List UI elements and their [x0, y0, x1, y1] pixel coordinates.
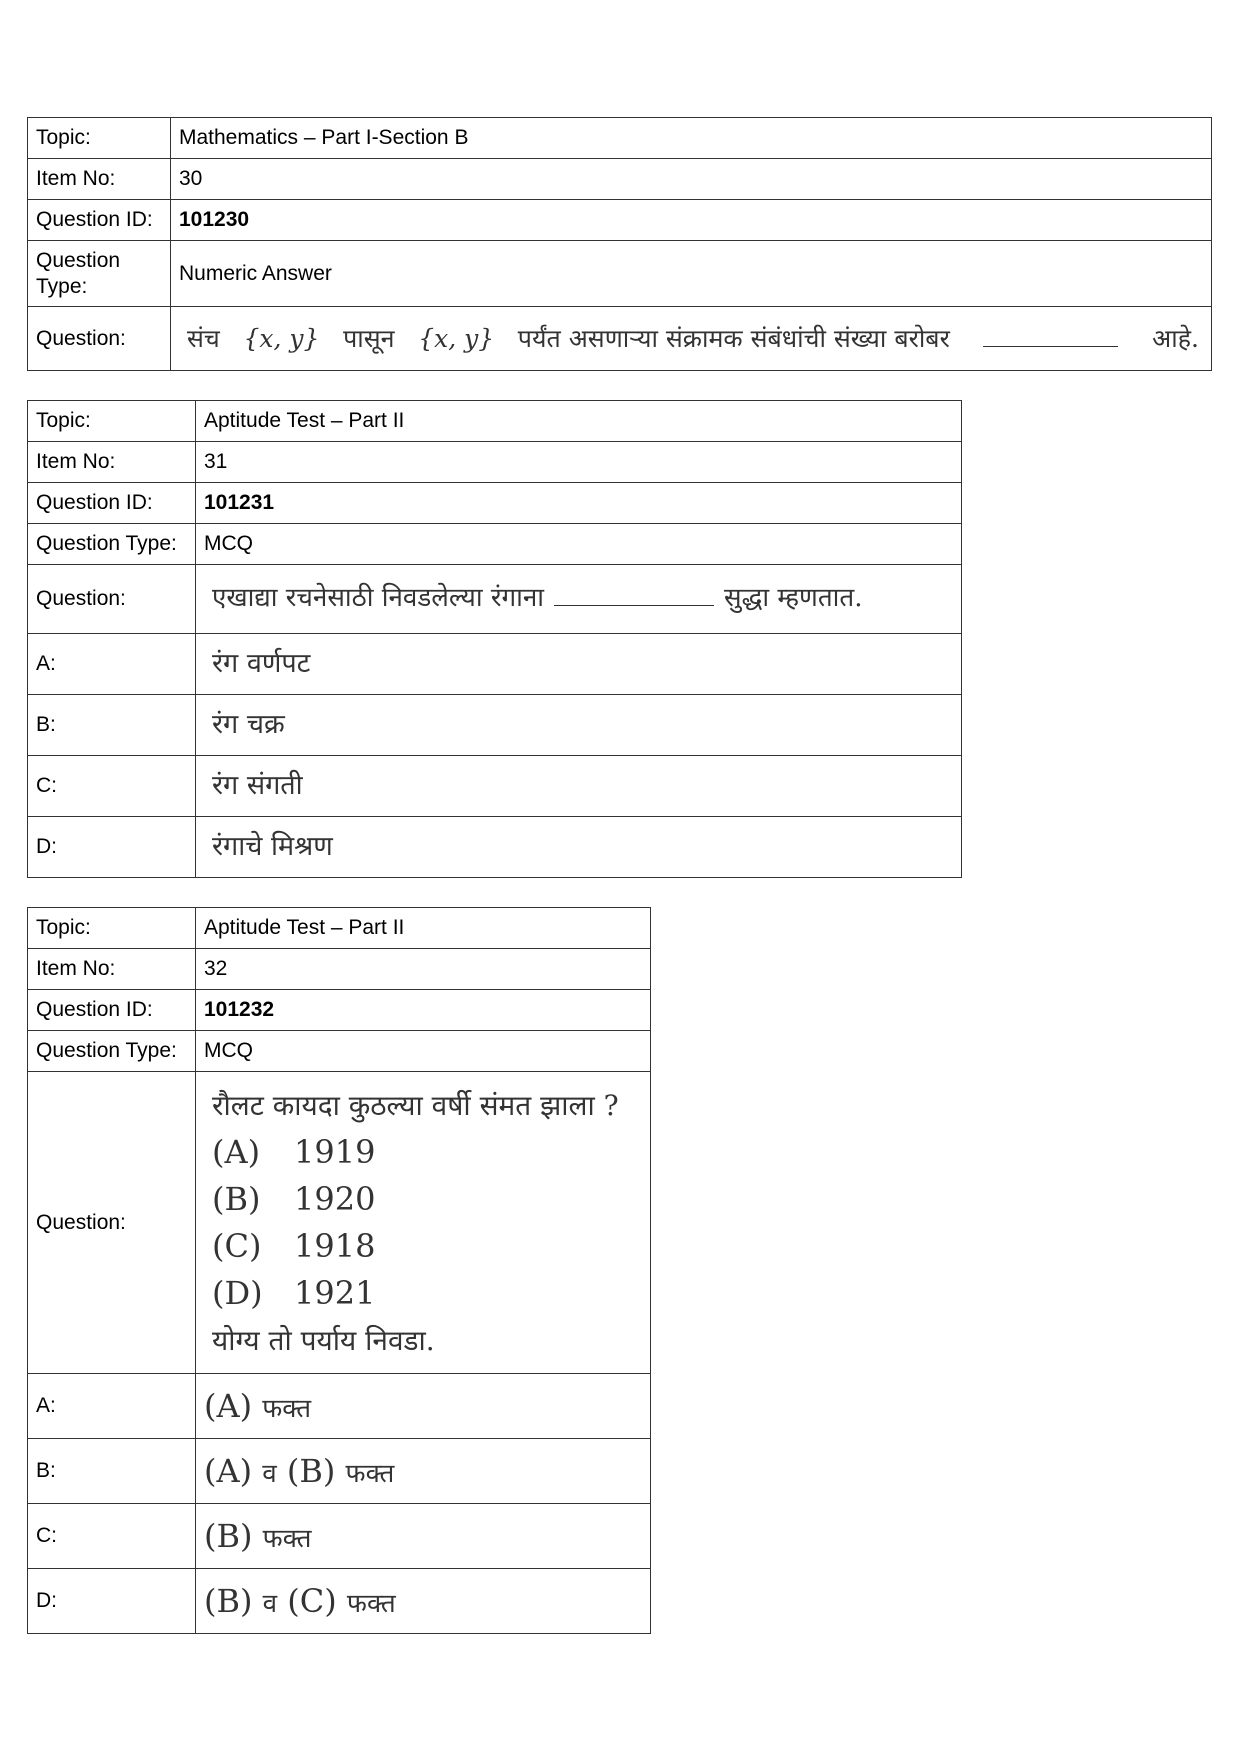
option-c-label: C:	[28, 1504, 196, 1569]
question-text-part1: संच	[187, 323, 220, 353]
option-c	[196, 756, 962, 817]
topic-value: Aptitude Test – Part II	[196, 908, 651, 949]
option-d-mid: व	[262, 1588, 278, 1619]
option-d-label: D:	[28, 1569, 196, 1634]
question-id-value: 101232	[196, 990, 651, 1031]
choice-row	[212, 1223, 642, 1270]
answer-blank	[554, 605, 714, 606]
option-d	[196, 817, 962, 878]
question-type-value: MCQ	[196, 1031, 651, 1072]
choice-row	[212, 1270, 642, 1317]
option-a	[196, 634, 962, 695]
question-label: Question:	[28, 565, 196, 634]
item-no-value: 32	[196, 949, 651, 990]
option-a-word: फक्त	[262, 1393, 312, 1424]
choice-tag: (A)	[212, 1132, 261, 1171]
question-type-label-line2: Type:	[36, 274, 88, 298]
topic-value: Mathematics – Part I-Section B	[171, 118, 1212, 159]
option-b-label: B:	[28, 1439, 196, 1504]
question-id-value: 101231	[196, 483, 962, 524]
question-label: Question:	[28, 307, 171, 371]
answer-blank	[983, 346, 1118, 347]
question-type-label-line1: Question	[36, 249, 121, 273]
question-type-label: Question Type:	[28, 524, 196, 565]
question-type-value: Numeric Answer	[171, 241, 1212, 307]
option-b	[196, 1439, 651, 1504]
option-d	[196, 1569, 651, 1634]
question-type-label: Question Type:	[28, 1031, 196, 1072]
topic-label: Topic:	[28, 908, 196, 949]
choice-tag: (B)	[212, 1179, 261, 1218]
set-notation-2: {x, y}	[418, 323, 495, 353]
option-b-tag2: (B)	[286, 1451, 336, 1490]
option-b-text: रंग चक्र	[212, 708, 285, 740]
set-notation-1: {x, y}	[243, 323, 320, 353]
question-type-label	[28, 241, 171, 307]
option-a	[196, 1374, 651, 1439]
choice-row	[212, 1129, 642, 1176]
question-text-part1: एखाद्या रचनेसाठी निवडलेल्या रंगाना	[212, 583, 545, 614]
choice-year: 1921	[294, 1273, 376, 1312]
question-id-label: Question ID:	[28, 200, 171, 241]
question-text-part3: पर्यंत असणाऱ्या संक्रामक संबंधांची संख्या बरोबर	[517, 323, 950, 353]
choice-tag: (C)	[212, 1226, 262, 1265]
option-b	[196, 695, 962, 756]
option-a-text: रंग वर्णपट	[212, 647, 311, 679]
item-no-value: 30	[171, 159, 1212, 200]
option-b-tag1: (A)	[204, 1451, 253, 1490]
topic-value: Aptitude Test – Part II	[196, 401, 962, 442]
question-text-part2: पासून	[343, 323, 395, 353]
topic-label: Topic:	[28, 118, 171, 159]
choice-row	[212, 1176, 642, 1223]
question-table-32	[27, 907, 651, 1634]
choice-year: 1919	[294, 1132, 376, 1171]
item-no-value: 31	[196, 442, 962, 483]
option-b-mid: व	[262, 1458, 277, 1489]
option-c-word: फक्त	[262, 1523, 312, 1554]
option-d-word: फक्त	[346, 1588, 396, 1619]
question-type-value: MCQ	[196, 524, 962, 565]
item-no-label: Item No:	[28, 949, 196, 990]
choice-tag: (D)	[212, 1273, 263, 1312]
option-b-word: फक्त	[345, 1458, 395, 1489]
choice-year: 1918	[294, 1226, 376, 1265]
option-a-label: A:	[28, 634, 196, 695]
option-c-text: रंग संगती	[212, 769, 303, 801]
question-id-label: Question ID:	[28, 990, 196, 1031]
choice-year: 1920	[294, 1179, 376, 1218]
question-text	[196, 1072, 651, 1374]
question-table-30	[27, 117, 1212, 371]
question-id-label: Question ID:	[28, 483, 196, 524]
item-no-label: Item No:	[28, 442, 196, 483]
item-no-label: Item No:	[28, 159, 171, 200]
question-table-31	[27, 400, 962, 878]
question-text-part4: आहे.	[1152, 323, 1199, 353]
question-line: रौलट कायदा कुठल्या वर्षी संमत झाला ?	[212, 1088, 619, 1122]
option-a-label: A:	[28, 1374, 196, 1439]
option-d-tag1: (B)	[204, 1581, 253, 1620]
option-c-label: C:	[28, 756, 196, 817]
question-text	[171, 307, 1212, 371]
instruction-line: योग्य तो पर्याय निवडा.	[212, 1323, 435, 1357]
question-text	[196, 565, 962, 634]
option-c-tag: (B)	[204, 1516, 253, 1555]
option-d-tag2: (C)	[287, 1581, 337, 1620]
option-d-label: D:	[28, 817, 196, 878]
question-label: Question:	[28, 1072, 196, 1374]
question-id-value: 101230	[171, 200, 1212, 241]
option-c	[196, 1504, 651, 1569]
option-a-tag: (A)	[204, 1386, 253, 1425]
option-d-text: रंगाचे मिश्रण	[212, 830, 333, 862]
topic-label: Topic:	[28, 401, 196, 442]
option-b-label: B:	[28, 695, 196, 756]
question-text-part2: सुद्धा म्हणतात.	[724, 583, 863, 614]
